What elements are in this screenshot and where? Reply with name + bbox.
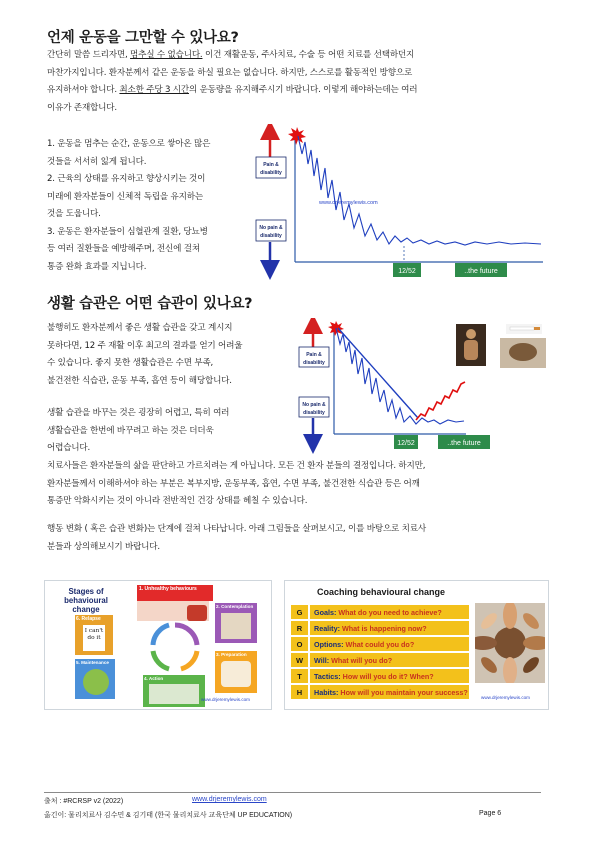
coach-word: Reality:: [314, 623, 340, 633]
pain-label: Pain &: [263, 162, 279, 168]
coach-question: How will you do it? When?: [342, 671, 434, 681]
coach-word: Will:: [314, 655, 330, 665]
para-line: 생활 습관을 바꾸는 것은 굉장히 어렵고, 특히 여러: [47, 408, 230, 418]
coach-question: What is happening now?: [341, 623, 427, 633]
stage-6-label: 6. Relapse: [76, 616, 101, 622]
cigarette-tip-icon: [534, 327, 540, 330]
trend-line: [338, 328, 418, 418]
para-line: 간단히 말씀 드리자면, 멈추실 수 없습니다. 이건 재활운동, 주사치료, 수술 등 어떤 치료를 선택하던지: [47, 50, 415, 60]
pain-label: Pain &: [306, 352, 322, 358]
nopain-label-2: disability: [260, 233, 282, 239]
coach-question: What could you do?: [345, 639, 415, 649]
cycle-arrows-icon: [141, 621, 209, 675]
x-label-12: 12/52: [397, 440, 415, 447]
stage-4-photo: [149, 684, 199, 704]
coaching-url: www.drjeremylewis.com: [481, 695, 531, 700]
recovery-chart-1: [255, 124, 545, 280]
para-line: 불행히도 환자분께서 좋은 생활 습관을 갖고 계시지: [47, 323, 233, 333]
para-line: 불건전한 식습관, 운동 부족, 흡연 등이 해당합니다.: [47, 375, 232, 386]
footer-source: 출처 : #RCRSP v2 (2022): [44, 798, 124, 805]
coach-row-will: [291, 653, 469, 667]
para-line: 치료사들은 환자분들의 삶을 판단하고 가르치려는 게 아닙니다. 모든 건 환자 분들의 결정입니다. 하지만,: [47, 461, 426, 471]
lifestyle-para-b: [47, 405, 292, 458]
stages-title: [51, 587, 121, 614]
coach-row-options: [291, 637, 469, 651]
section1-heading: 언제 운동을 그만할 수 있나요?: [47, 30, 239, 46]
coach-row-goals: [291, 605, 469, 619]
para-line: 마찬가지입니다. 환자분께서 같은 운동을 하실 필요는 없습니다. 하지만, 스스로를 활동적인 방향으로: [47, 67, 413, 78]
para-line: 어렵습니다.: [47, 443, 91, 453]
pain-label-2: disability: [303, 360, 325, 366]
stage-3-label: 3. Preparation: [216, 652, 247, 657]
para-line: 통증만 악화시키는 것이 아니라 전반적인 건강 상태를 헤칠 수 있습니다.: [47, 496, 308, 506]
para-line: 행동 변화 ( 혹은 습관 변화)는 단계에 걸쳐 나타납니다. 아래 그림들을 살펴보시고, 이를 바탕으로 치료사: [47, 524, 426, 534]
coach-row-reality: [291, 621, 469, 635]
coach-question: What will you do?: [331, 655, 393, 665]
coach-row-tactics: [291, 669, 469, 683]
stage-5-label: 5. Maintenance: [76, 660, 109, 665]
lifestyle-para-d: [47, 521, 557, 556]
torso-icon: [464, 340, 478, 360]
lifestyle-para-a: [47, 320, 292, 390]
footer-url-link[interactable]: www.drjeremylewis.com: [192, 796, 267, 803]
x-label-12: 12/52: [398, 268, 416, 275]
coaching-title: Coaching behavioural change: [317, 587, 446, 597]
coach-row-habits: [291, 685, 469, 699]
para-line: 분들과 상의해보시기 바랍니다.: [47, 541, 160, 552]
list-line: 3. 운동은 환자분들이 심혈관계 질환, 당뇨병: [47, 226, 208, 237]
coach-question: How will you maintain your success?: [340, 687, 468, 697]
stage-2-photo: [221, 613, 251, 639]
coach-key: O: [291, 637, 310, 651]
coach-word: Tactics:: [314, 671, 341, 681]
list-line: 2. 근육의 상태를 유지하고 향상시키는 것이: [47, 174, 206, 184]
list-line: 미래에 환자분들이 신체적 독립을 유지하는: [47, 191, 203, 202]
footer-translator: 옮긴이: 물리치료사 김수민 & 김기태 (한국 물리치료사 교육단체 UP EDUCATION): [44, 812, 293, 819]
list-line: 등 여러 질환들을 예방해주며, 전신에 걸쳐: [47, 244, 200, 254]
para-line: 유지하셔야 합니다. 최소한 주당 3 시간의 운동량을 유지해주시기 바랍니다. 이렇게 해야하는데는 여러: [47, 85, 418, 95]
list-line: 1. 운동을 멈추는 순간, 운동으로 쌓아온 많은: [47, 139, 211, 149]
stage-2-label: 2. Contemplation: [216, 604, 254, 609]
para-line: 생활습관을 한번에 바꾸려고 하는 것은 더더욱: [47, 425, 214, 436]
head-icon: [466, 329, 476, 339]
stages-figure: [44, 580, 272, 710]
lifestyle-para-c: [47, 458, 557, 511]
coach-key: R: [291, 621, 310, 635]
stage-1-box: 1. Unhealthy behaviours: [137, 585, 213, 601]
section1-paragraph: [47, 47, 547, 117]
person-sofa-icon: [509, 343, 537, 361]
x-label-future: ..the future: [447, 440, 481, 447]
coach-word: Habits:: [314, 687, 339, 697]
recovery-series-line: [298, 136, 541, 245]
page-number: Page 6: [479, 810, 502, 817]
coach-key: H: [291, 685, 310, 699]
injury-burst-icon: [288, 127, 306, 145]
coach-key: W: [291, 653, 310, 667]
team-hands-photo: [475, 603, 545, 683]
coach-key: T: [291, 669, 310, 683]
coach-question: What do you need to achieve?: [338, 607, 442, 617]
cant-do-it-note: [83, 625, 105, 651]
coach-key: G: [291, 605, 310, 619]
stage-4-label: 4. Action: [144, 676, 164, 681]
section2-heading: 생활 습관은 어떤 습관이 있나요?: [47, 296, 253, 312]
stage-3-photo: [221, 661, 251, 687]
recovery-chart-2: [298, 318, 548, 454]
list-line: 것을 도웁니다.: [47, 209, 101, 219]
stages-title-1: Stages of: [68, 587, 104, 596]
para-line: 못하다면, 12 주 재활 이후 최고의 결과를 얻기 어려울: [47, 340, 243, 351]
benefits-list: [47, 136, 252, 276]
footer-divider: [44, 792, 541, 793]
salad-icon: [83, 669, 109, 695]
pain-label-2: disability: [260, 170, 282, 176]
coaching-figure: [284, 580, 549, 710]
list-line: 통증 완화 효과를 지닙니다.: [47, 261, 147, 272]
relapse-series-line: [416, 382, 465, 420]
nopain-label: No pain &: [302, 402, 326, 408]
para-line: 수 있습니다. 좋지 못한 생활습관은 수면 부족,: [47, 358, 214, 368]
para-line: 이유가 존재합니다.: [47, 102, 117, 113]
cant-line-1: I can't: [84, 628, 104, 634]
nopain-label: No pain &: [259, 225, 283, 231]
x-label-future: ..the future: [464, 268, 498, 275]
chart-url: www.drjeremylewis.com: [319, 200, 378, 206]
recovery-series-line: [336, 328, 464, 424]
cigarette-icon: [510, 327, 534, 330]
list-line: 것들을 서서히 잃게 됩니다.: [47, 156, 147, 167]
stages-url: www.drjeremylewis.com: [201, 697, 251, 702]
stages-title-2: behavioural change: [64, 596, 108, 614]
burger-icon: [187, 605, 207, 621]
cant-line-2: do it: [87, 635, 101, 641]
nopain-label-2: disability: [303, 410, 325, 416]
coach-word: Options:: [314, 639, 344, 649]
coach-word: Goals:: [314, 607, 337, 617]
para-line: 환자분들께서 이해하셔야 하는 부분은 복부지방, 운동부족, 흡연, 수면 부족, 불건전한 식습관 등은 어깨: [47, 478, 420, 489]
